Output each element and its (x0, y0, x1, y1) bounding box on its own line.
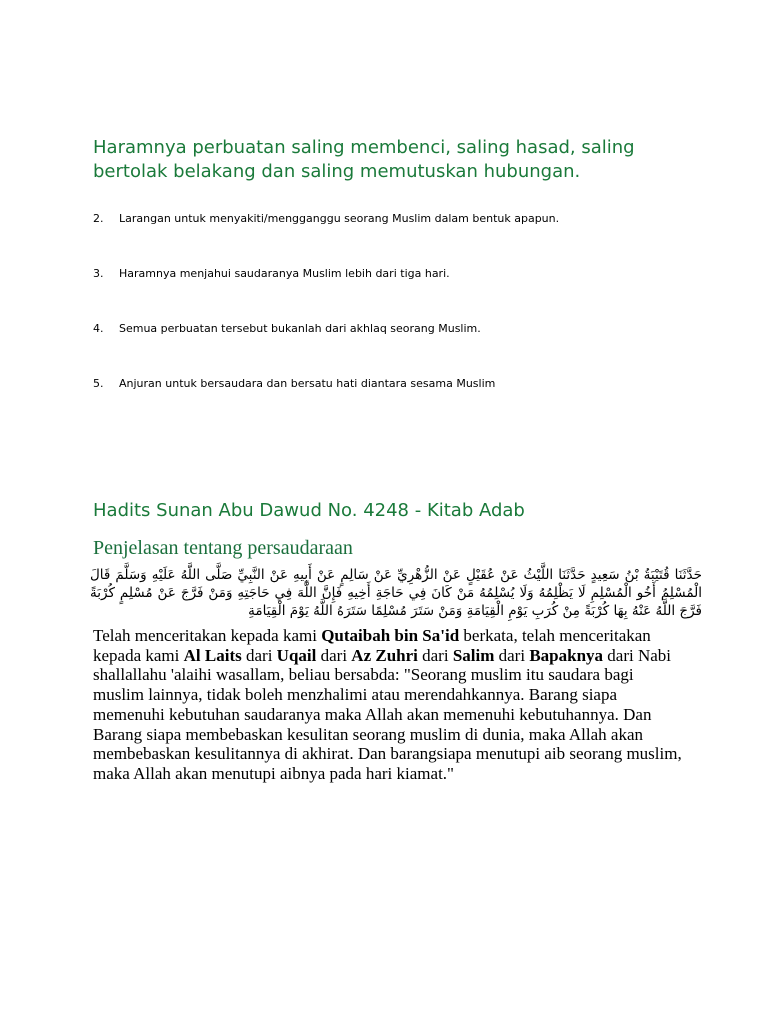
list-text: Anjuran untuk bersaudara dan bersatu hati diantara sesama Muslim (119, 377, 496, 390)
list-item (93, 210, 693, 265)
list-number: 5. (93, 377, 104, 390)
translation-text: dari Nabi shallallahu 'alaihi wasallam, beliau bersabda: "Seorang muslim itu saudara bagi muslim lainnya, tidak boleh menzhalimi atau merendahkannya. Barang siapa memenuhi kebutuhan saudaranya maka Allah akan memenuhi kebutuhannya. Dan Barang siapa membebaskan kesulitan seorang muslim di dunia, maka Allah akan membebaskan kesulitannya di akhirat. Dan barangsiapa menutupi aib seorang muslim, maka Allah akan menutupi aibnya pada hari kiamat." (93, 645, 682, 783)
narrator-name: Al Laits (183, 645, 242, 665)
narrator-name: Az Zuhri (351, 645, 418, 665)
list-text: Haramnya menjahui saudaranya Muslim lebih dari tiga hari. (119, 267, 450, 280)
translation-text: dari (494, 645, 530, 665)
list-number: 3. (93, 267, 104, 280)
list-item (93, 265, 693, 320)
narrator-name: Qutaibah bin Sa'id (321, 626, 460, 645)
translation-text: dari (417, 645, 453, 665)
hadith-translation (93, 626, 683, 784)
lesson-points-list (93, 210, 693, 430)
list-number: 4. (93, 322, 104, 335)
narrator-name: Uqail (276, 645, 317, 665)
section-title: Penjelasan tentang persaudaraan (93, 537, 353, 559)
list-number: 2. (93, 212, 104, 225)
list-item (93, 320, 693, 375)
translation-text: berkata, telah menceritakan kepada kami (93, 626, 651, 665)
arabic-hadith-text: حَدَّثَنَا قُتَيْبَةُ بْنُ سَعِيدٍ حَدَّثَنَا اللَّيْثُ عَنْ عُقَيْلٍ عَنْ الزُّهْرِيِّ عَنْ سَالِمٍ عَنْ أَبِيهِ عَنْ النَّبِيِّ صَلَّى اللَّهُ عَلَيْهِ وَسَلَّمَ قَالَ الْمُسْلِمُ أَخُو الْمُسْلِمِ لَا يَظْلِمُهُ وَلَا يُسْلِمُهُ مَنْ كَانَ فِي حَاجَةِ أَخِيهِ فَإِنَّ اللَّهَ فِي حَاجَتِهِ وَمَنْ فَرَّجَ عَنْ مُسْلِمٍ كُرْبَةً فَرَّجَ اللَّهُ عَنْهُ بِهَا كُرْبَةً مِنْ كُرَبِ يَوْمِ الْقِيَامَةِ وَمَنْ سَتَرَ مُسْلِمًا سَتَرَهُ اللَّهُ يَوْمَ الْقِيَامَةِ (90, 567, 702, 619)
narrator-name: Bapaknya (529, 645, 604, 665)
list-text: Semua perbuatan tersebut bukanlah dari akhlaq seorang Muslim. (119, 322, 481, 335)
list-text: Larangan untuk menyakiti/mengganggu seorang Muslim dalam bentuk apapun. (119, 212, 560, 225)
lesson-heading: Haramnya perbuatan saling membenci, saling hasad, saling bertolak belakang dan saling memutuskan hubungan. (93, 137, 635, 182)
hadith-title: Hadits Sunan Abu Dawud No. 4248 - Kitab Adab (93, 500, 525, 521)
narrator-name: Salim (452, 645, 495, 665)
translation-text: dari (316, 645, 352, 665)
list-item (93, 375, 693, 430)
translation-text: dari (241, 645, 277, 665)
translation-text: Telah menceritakan kepada kami (93, 626, 322, 645)
